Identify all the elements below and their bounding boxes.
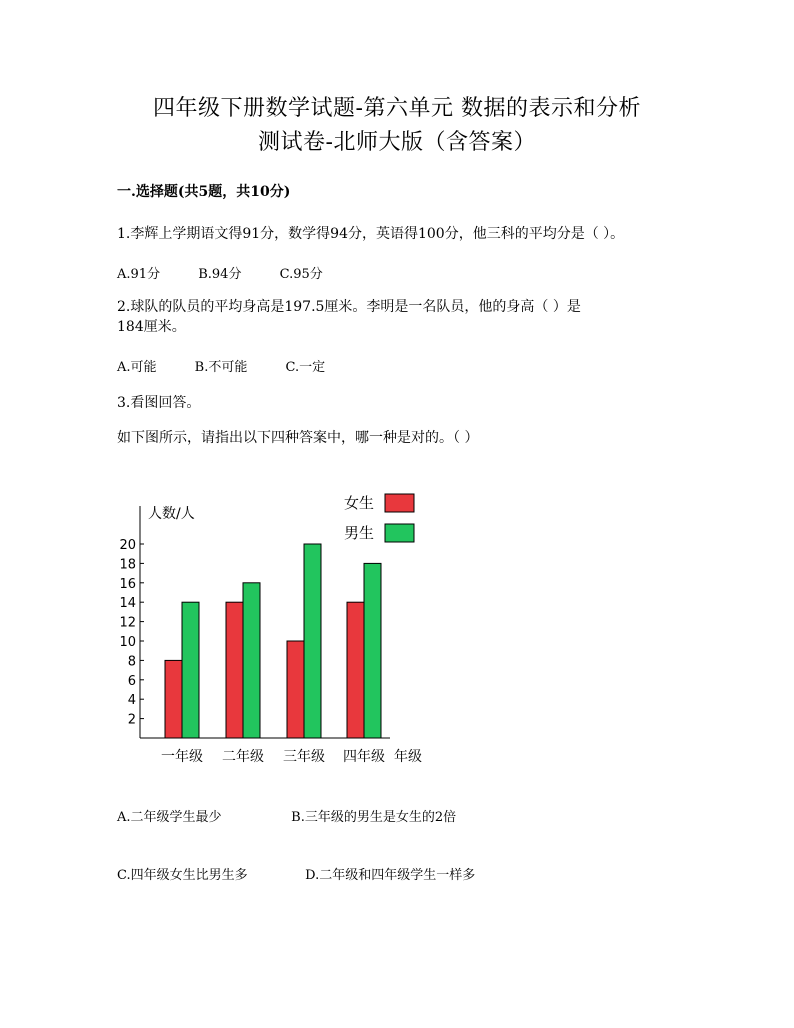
x-tick-label: 一年级	[161, 749, 203, 765]
bar-male	[304, 544, 321, 738]
y-tick-label: 10	[119, 635, 136, 650]
y-tick-label: 20	[119, 538, 136, 553]
x-tick-label: 四年级	[343, 749, 385, 765]
title-line-1: 四年级下册数学试题-第六单元 数据的表示和分析	[153, 96, 641, 121]
question-3-prompt: 如下图所示，请指出以下四种答案中，哪一种是对的。（ ）	[117, 430, 479, 446]
legend-label: 女生	[344, 494, 375, 512]
bar-male	[243, 583, 260, 738]
legend-swatch	[385, 494, 414, 512]
y-tick-label: 2	[127, 712, 136, 728]
option-d: D.二年级和四年级学生一样多	[305, 868, 476, 883]
option-c: C.95分	[279, 267, 323, 282]
y-axis-label: 人数/人	[148, 506, 195, 522]
option-c: C.一定	[285, 360, 326, 375]
legend-label: 男生	[344, 524, 375, 542]
title-line-2: 测试卷-北师大版（含答案）	[258, 130, 536, 155]
option-a: A.可能	[117, 360, 157, 375]
grade-gender-bar-chart	[100, 478, 440, 778]
question-3-options-row-2	[117, 864, 475, 883]
question-3-options-row-1	[117, 806, 456, 825]
option-a: A.二年级学生最少	[117, 810, 222, 825]
y-tick-label: 6	[127, 673, 136, 689]
bar-male	[364, 563, 381, 738]
question-2: 2.球队的队员的平均身高是197.5厘米。李明是一名队员，他的身高（ ）是184厘米。	[117, 299, 581, 335]
question-1: 1.李辉上学期语文得91分，数学得94分，英语得100分，他三科的平均分是（ ）。	[117, 226, 625, 242]
y-tick-label: 8	[127, 654, 136, 670]
option-b: B.不可能	[194, 360, 248, 375]
bar-female	[226, 602, 243, 738]
title-block	[0, 92, 794, 160]
y-tick-label: 14	[119, 596, 136, 612]
legend-swatch	[385, 524, 414, 542]
x-tick-label: 三年级	[283, 749, 325, 765]
question-2-options	[117, 356, 359, 375]
option-b: B.三年级的男生是女生的2倍	[291, 810, 457, 825]
x-tick-label: 二年级	[222, 749, 264, 765]
question-1-options	[117, 263, 357, 282]
option-a: A.91分	[117, 267, 161, 282]
option-b: B.94分	[198, 267, 242, 282]
y-tick-label: 16	[119, 576, 136, 592]
y-tick-label: 12	[119, 615, 136, 631]
bar-female	[165, 660, 182, 738]
option-c: C.四年级女生比男生多	[117, 868, 248, 883]
x-axis-label: 年级	[394, 749, 422, 765]
section-heading: 一.选择题(共5题，共10分)	[117, 184, 291, 200]
bar-male	[182, 602, 199, 738]
y-tick-label: 4	[127, 693, 136, 709]
question-3: 3.看图回答。	[117, 395, 201, 411]
y-tick-label: 18	[119, 557, 136, 573]
bar-female	[287, 641, 304, 738]
bar-female	[347, 602, 364, 738]
